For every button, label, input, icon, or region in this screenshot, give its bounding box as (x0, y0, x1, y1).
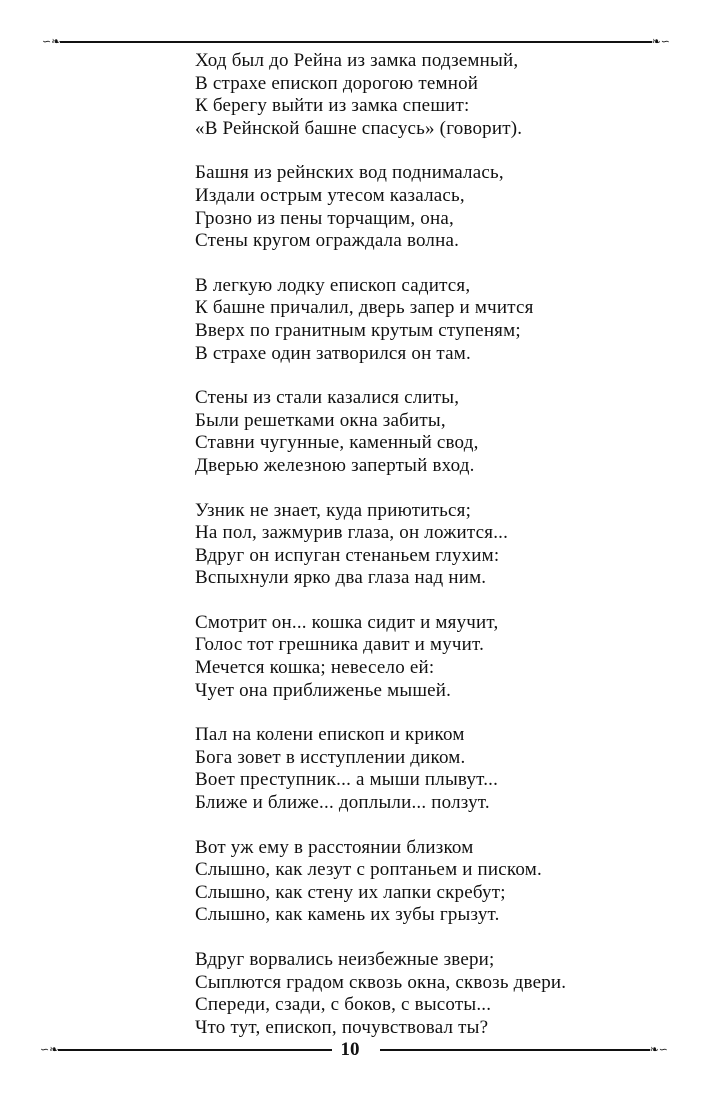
verse-line: Сыплются градом сквозь окна, сквозь двери. (195, 971, 567, 993)
stanza (195, 724, 675, 814)
verse-line: Голос тот грешника давит и мучит. (195, 634, 485, 656)
stanza (195, 837, 675, 927)
verse-line: Чует она приближенье мышей. (195, 679, 452, 701)
verse-line: Были решетками окна забиты, (195, 409, 446, 431)
verse-line: В страхе епископ дорогою темной (195, 72, 479, 94)
verse-line: Башня из рейнских вод поднималась, (195, 162, 504, 184)
page-number: 10 (340, 1039, 360, 1060)
verse-line: Ставни чугунные, каменный свод, (195, 432, 479, 454)
verse-line: Слышно, как камень их зубы грызут. (195, 904, 500, 926)
left-ornament-icon: ∽❧ (40, 1044, 59, 1056)
verse-line: Спереди, сзади, с боков, с высоты... (195, 994, 492, 1016)
verse-line: Ход был до Рейна из замка подземный, (195, 50, 519, 71)
stanza (195, 612, 675, 702)
verse-line: Ближе и ближе... доплыли... ползут. (195, 792, 490, 814)
right-ornament-icon: ❧∽ (649, 1044, 668, 1056)
verse-line: Узник не знает, куда приютиться; (195, 499, 472, 521)
verse-line: Воет преступник... а мыши плывут... (195, 769, 499, 791)
stanza (195, 500, 675, 590)
verse-line: Бога зовет в исступлении диком. (195, 746, 466, 768)
divider-line (60, 41, 652, 43)
verse-line: К берегу выйти из замка спешит: (195, 95, 470, 117)
verse-line: Стены кругом ограждала волна. (195, 230, 460, 252)
top-decorative-rule (42, 36, 670, 48)
stanza (195, 387, 675, 477)
verse-line: Мечется кошка; невесело ей: (195, 657, 435, 679)
verse-line: В легкую лодку епископ садится, (195, 274, 471, 296)
verse-line: Вверх по гранитным крутым ступеням; (195, 319, 521, 341)
verse-line: Стены из стали казалися слиты, (195, 387, 460, 409)
verse-line: «В Рейнской башне спасусь» (говорит). (195, 117, 523, 139)
verse-line: Вдруг он испуган стенаньем глухим: (195, 544, 500, 566)
verse-line: Издали острым утесом казалась, (195, 184, 465, 206)
divider-line-left (58, 1049, 332, 1051)
verse-line: Вспыхнули ярко два глаза над ним. (195, 567, 487, 589)
verse-line: Что тут, епископ, почувствовал ты? (195, 1016, 489, 1038)
divider-line-right (380, 1049, 650, 1051)
verse-line: Дверью железною запертый вход. (195, 454, 475, 476)
verse-line: Вот уж ему в расстоянии близком (195, 836, 474, 858)
verse-line: На пол, зажмурив глаза, он ложится... (195, 522, 509, 544)
right-ornament-icon: ❧∽ (651, 36, 670, 48)
verse-line: Пал на колени епископ и криком (195, 724, 465, 746)
verse-line: Грозно из пены торчащим, она, (195, 207, 454, 229)
stanza (195, 275, 675, 365)
left-ornament-icon: ∽❧ (42, 36, 61, 48)
verse-line: Смотрит он... кошка сидит и мяучит, (195, 611, 499, 633)
stanza (195, 949, 675, 1039)
verse-line: Вдруг ворвались неизбежные звери; (195, 949, 495, 970)
verse-line: Слышно, как стену их лапки скребут; (195, 881, 506, 903)
verse-line: Слышно, как лезут с роптаньем и писком. (195, 859, 542, 881)
stanza (195, 50, 675, 140)
poem-text (195, 50, 675, 1061)
verse-line: В страхе один затворился он там. (195, 342, 471, 364)
verse-line: К башне причалил, дверь запер и мчится (195, 297, 534, 319)
stanza (195, 162, 675, 252)
